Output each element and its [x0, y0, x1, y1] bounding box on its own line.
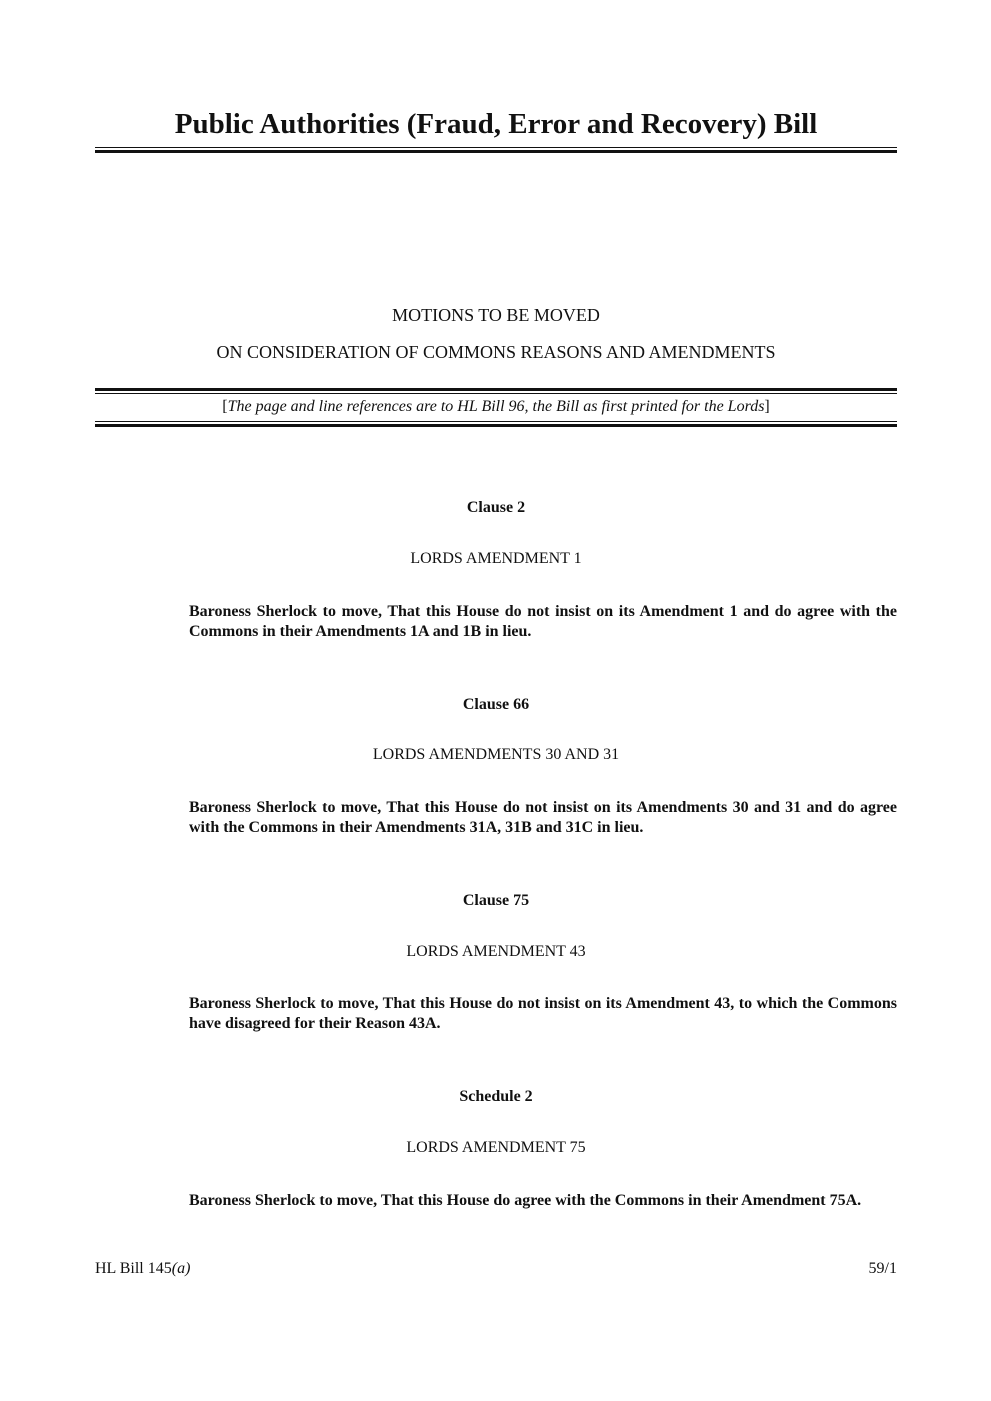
note-rule-bottom-thick — [95, 424, 897, 427]
bracket-open: [ — [222, 398, 228, 415]
reference-note — [95, 398, 897, 416]
bill-suffix: (a) — [171, 1260, 191, 1277]
heading-consideration: ON CONSIDERATION OF COMMONS REASONS AND AMENDMENTS — [216, 342, 776, 362]
motion-text: Baroness Sherlock to move, That this House do not insist on its Amendment 1 and do agree with the Commons in their Amendments 1A and 1B in lieu. — [189, 603, 897, 640]
heading-motions: MOTIONS TO BE MOVED — [392, 305, 600, 325]
motion-text: Baroness Sherlock to move, That this House do not insist on its Amendment 43, to which the Commons have disagreed for their Reason 43A. — [189, 995, 897, 1032]
section-heading: Clause 66 — [462, 696, 530, 713]
title-rule-thick — [95, 150, 897, 153]
section-heading: Clause 75 — [462, 892, 530, 909]
motion-text: Baroness Sherlock to move, That this House do not insist on its Amendments 30 and 31 and do agree with the Commons in their Amendments 31A, 31B and 31C in lieu. — [189, 799, 897, 836]
amendment-heading: LORDS AMENDMENT 43 — [406, 943, 586, 960]
footer-bill-number — [95, 1260, 190, 1278]
note-rule-top-thin — [95, 393, 897, 394]
amendment-heading: LORDS AMENDMENT 1 — [410, 550, 582, 567]
amendment-heading: LORDS AMENDMENT 75 — [406, 1139, 586, 1156]
reference-note-text: The page and line references are to HL Bill 96, the Bill as first printed for the Lords — [227, 398, 765, 415]
note-rule-top-thick — [95, 388, 897, 391]
bill-title: Public Authorities (Fraud, Error and Recovery) Bill — [174, 108, 818, 140]
bill-number: HL Bill 145 — [95, 1260, 172, 1277]
bracket-close: ] — [764, 398, 770, 415]
section-heading: Clause 2 — [466, 499, 526, 516]
amendment-heading: LORDS AMENDMENTS 30 AND 31 — [372, 746, 620, 763]
note-rule-bottom-thin — [95, 421, 897, 422]
title-rule-thin — [95, 147, 897, 148]
section-heading: Schedule 2 — [459, 1088, 533, 1105]
footer-reference: 59/1 — [868, 1260, 897, 1277]
motion-text: Baroness Sherlock to move, That this House do agree with the Commons in their Amendment 75A. — [189, 1192, 862, 1209]
